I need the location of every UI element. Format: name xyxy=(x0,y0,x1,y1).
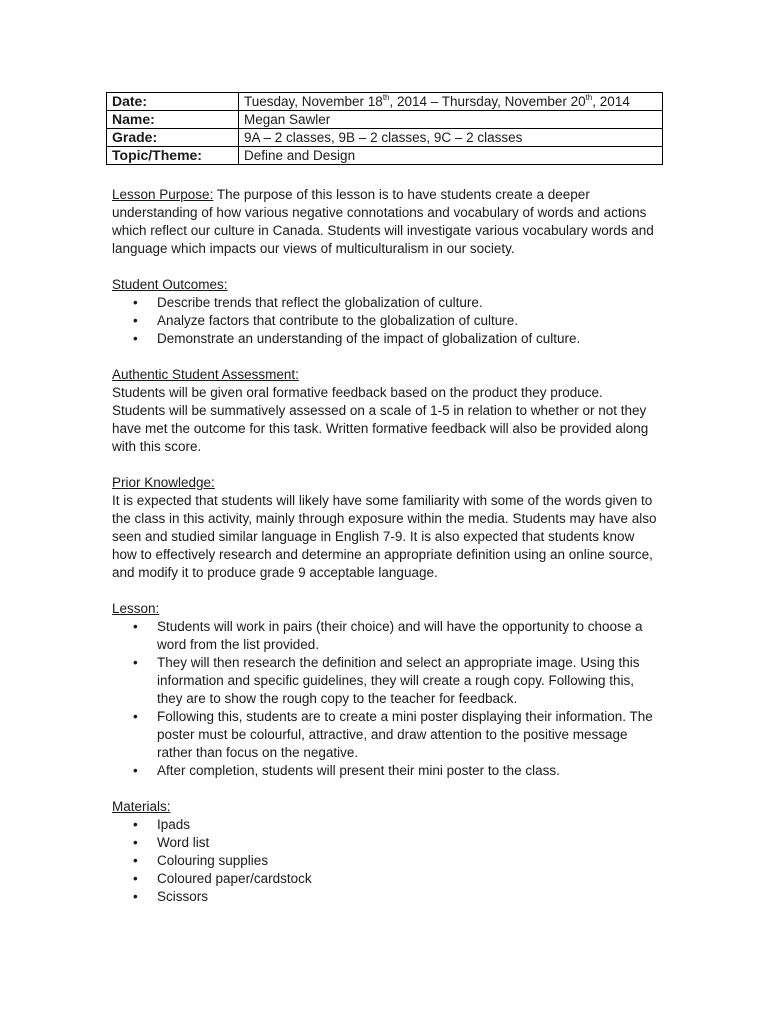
prior-knowledge-section xyxy=(112,474,657,582)
topic-label: Topic/Theme: xyxy=(107,147,239,165)
list-item: • Describe trends that reflect the globalization of culture. xyxy=(157,294,657,312)
list-item: • Analyze factors that contribute to the globalization of culture. xyxy=(157,312,657,330)
list-item: • Coloured paper/cardstock xyxy=(157,870,657,888)
grade-label: Grade: xyxy=(107,129,239,147)
date-value: Tuesday, November 18th, 2014 – Thursday, November 20th, 2014 xyxy=(239,93,663,111)
outcomes-list xyxy=(112,294,657,348)
list-item: • Scissors xyxy=(157,888,657,906)
materials-section xyxy=(112,798,657,906)
grade-value: 9A – 2 classes, 9B – 2 classes, 9C – 2 classes xyxy=(239,129,663,147)
name-label: Name: xyxy=(107,111,239,129)
prior-knowledge-text: It is expected that students will likely have some familiarity with some of the words given to the class in this activity, mainly through exposure within the media. Students may have also seen and studied similar language in English 7-9. It is also expected that students know how to effectively research and determine an appropriate definition using an online source, and modify it to produce grade 9 acceptable language. xyxy=(112,493,657,580)
outcomes-section xyxy=(112,276,657,348)
topic-value: Define and Design xyxy=(239,147,663,165)
lesson-section xyxy=(112,600,657,780)
lesson-info-table xyxy=(106,92,663,165)
name-row xyxy=(107,111,663,129)
materials-heading: Materials: xyxy=(112,799,171,814)
list-item: • Demonstrate an understanding of the impact of globalization of culture. xyxy=(157,330,657,348)
assessment-section xyxy=(112,366,657,456)
lesson-body xyxy=(112,186,657,924)
list-item: • Students will work in pairs (their choice) and will have the opportunity to choose a word from the list provided. xyxy=(157,618,657,654)
purpose-section xyxy=(112,186,657,258)
list-item: • After completion, students will present their mini poster to the class. xyxy=(157,762,657,780)
materials-list xyxy=(112,816,657,906)
list-item: • They will then research the definition and select an appropriate image. Using this information and specific guidelines, they will create a rough copy. Following this, they are to show the rough copy to the teacher for feedback. xyxy=(157,654,657,708)
outcomes-heading: Student Outcomes: xyxy=(112,277,228,292)
purpose-heading: Lesson Purpose: xyxy=(112,187,214,202)
date-row xyxy=(107,93,663,111)
purpose-text: The purpose of this lesson is to have students create a deeper understanding of how various negative connotations and vocabulary of words and actions which reflect our culture in Canada. Students will investigate various vocabulary words and language which impacts our views of multiculturalism in our society. xyxy=(112,187,654,256)
lesson-steps-list xyxy=(112,618,657,780)
name-value: Megan Sawler xyxy=(239,111,663,129)
grade-row xyxy=(107,129,663,147)
lesson-heading: Lesson: xyxy=(112,601,160,616)
purpose-paragraph xyxy=(112,186,657,258)
date-label: Date: xyxy=(107,93,239,111)
assessment-text: Students will be given oral formative feedback based on the product they produce. Students will be summatively assessed on a scale of 1-5 in relation to whether or not they have met the outcome for this task. Written formative feedback will also be provided along with this score. xyxy=(112,385,649,454)
list-item: • Following this, students are to create a mini poster displaying their information. The poster must be colourful, attractive, and draw attention to the positive message rather than focus on the negative. xyxy=(157,708,657,762)
list-item: • Word list xyxy=(157,834,657,852)
list-item: • Ipads xyxy=(157,816,657,834)
assessment-heading: Authentic Student Assessment: xyxy=(112,367,299,382)
prior-knowledge-heading: Prior Knowledge: xyxy=(112,475,215,490)
list-item: • Colouring supplies xyxy=(157,852,657,870)
topic-row xyxy=(107,147,663,165)
